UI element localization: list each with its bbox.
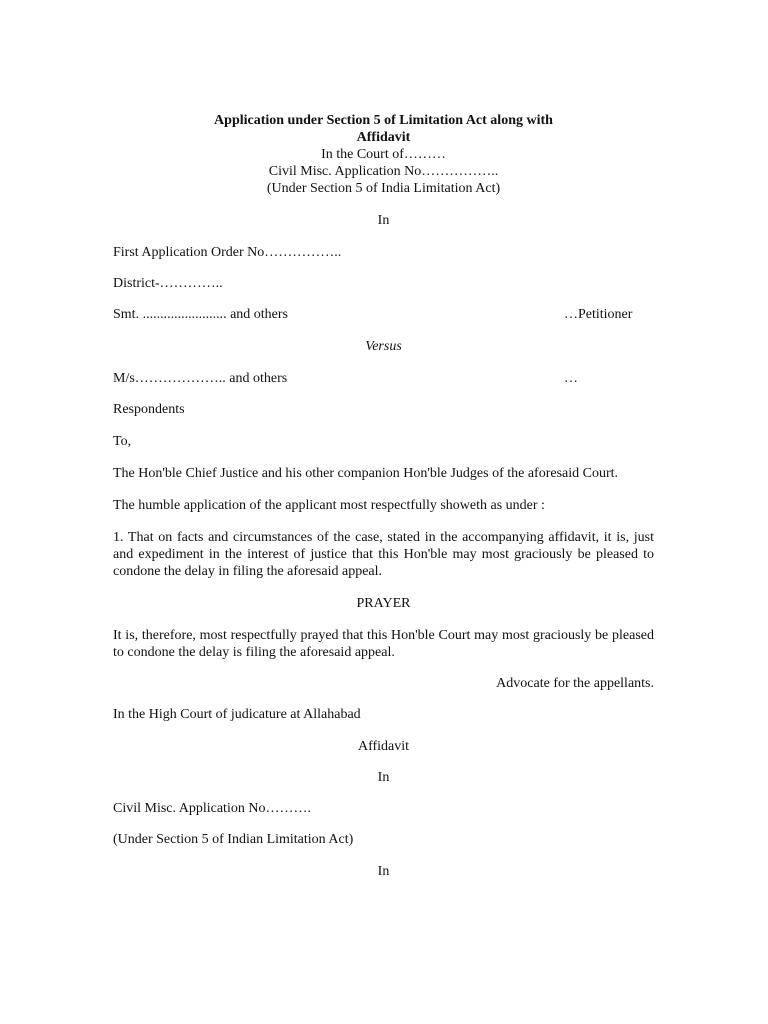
in-label-3: In xyxy=(377,864,390,879)
petitioner-label: …Petitioner xyxy=(564,307,633,322)
prayer-paragraph: It is, therefore, most respectfully prayed that this Hon'ble Court may most graciously be pleased to condone the delay is filing the aforesaid appeal. xyxy=(113,628,654,660)
first-application-order: First Application Order No…………….. xyxy=(113,245,342,260)
advocate-signature: Advocate for the appellants. xyxy=(496,676,654,691)
court-of: In the Court of……… xyxy=(321,147,446,162)
point-1-paragraph: 1. That on facts and circumstances of the case, stated in the accompanying affidavit, it is, just and expediment in the interest of justice that this Hon'ble may most graciously be pleased to condone the delay in filing the aforesaid appeal. xyxy=(113,530,654,579)
prayer-heading: PRAYER xyxy=(356,596,411,611)
in-label-2: In xyxy=(377,770,390,785)
petitioner-row xyxy=(113,306,654,323)
district: District-………….. xyxy=(113,276,223,291)
title-line-2: Affidavit xyxy=(356,130,411,145)
title-line-1: Application under Section 5 of Limitation Act along with xyxy=(214,113,553,128)
document-title xyxy=(113,112,654,146)
court-header xyxy=(113,146,654,197)
humble-paragraph: The humble application of the applicant most respectfully showeth as under : xyxy=(113,498,545,513)
civil-misc-number-2: Civil Misc. Application No………. xyxy=(113,801,311,816)
in-label-1: In xyxy=(377,213,390,228)
high-court-line: In the High Court of judicature at Allahabad xyxy=(113,707,361,722)
honble-paragraph: The Hon'ble Chief Justice and his other companion Hon'ble Judges of the aforesaid Court. xyxy=(113,466,619,481)
respondent-ellipsis: … xyxy=(564,371,578,386)
under-section: (Under Section 5 of India Limitation Act) xyxy=(266,181,501,196)
to-label: To, xyxy=(113,434,132,449)
respondents-label: Respondents xyxy=(113,402,185,417)
under-section-2: (Under Section 5 of Indian Limitation Act) xyxy=(113,832,354,847)
respondent-name: M/s……………….. and others xyxy=(113,371,288,386)
document-content xyxy=(113,112,654,880)
petitioner-name: Smt. ........................ and others xyxy=(113,307,288,322)
civil-misc-number: Civil Misc. Application No…………….. xyxy=(268,164,499,179)
versus-label: Versus xyxy=(365,339,402,354)
affidavit-heading: Affidavit xyxy=(357,739,410,754)
respondent-row xyxy=(113,370,654,387)
